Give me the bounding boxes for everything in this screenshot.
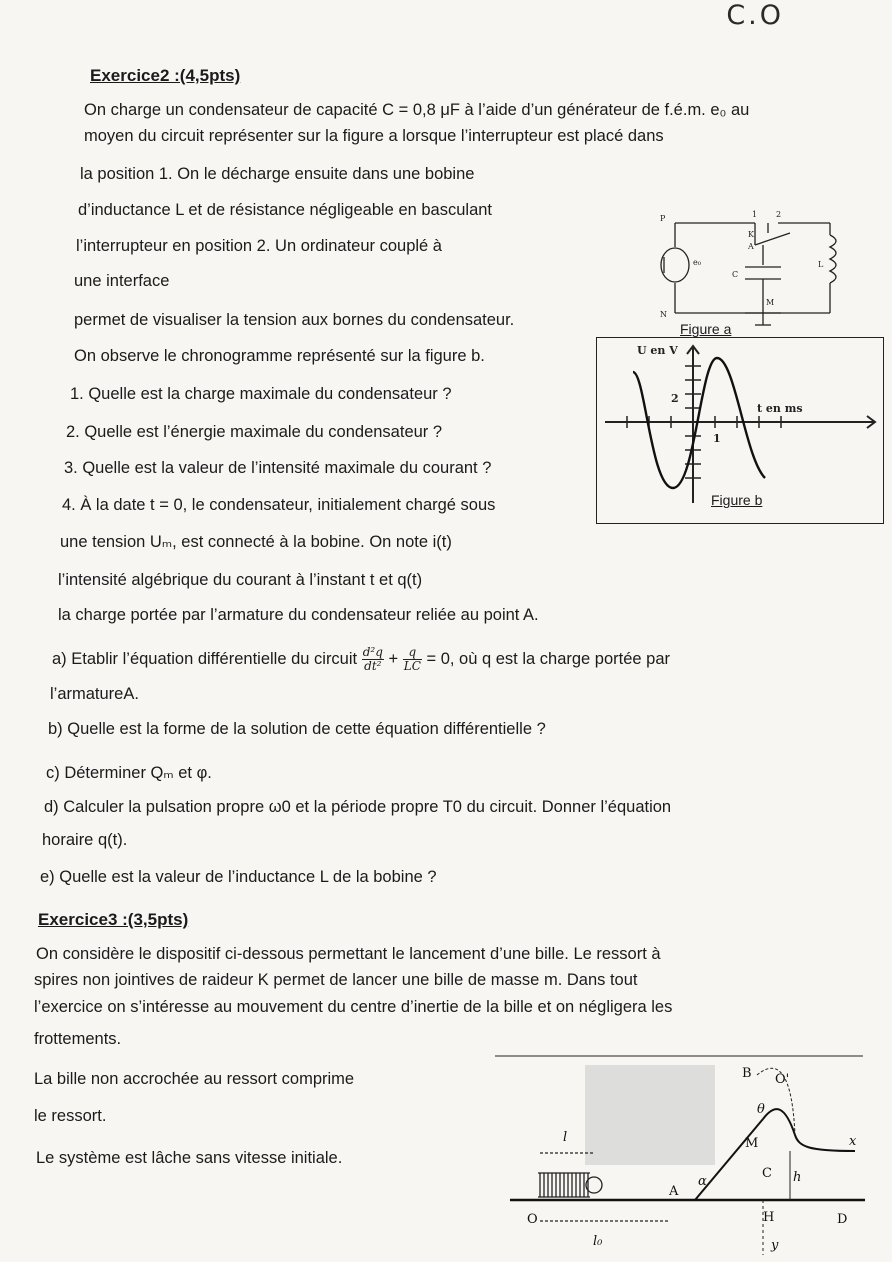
label-o-prime: O' (775, 1072, 790, 1087)
y-tick-label: 2 (671, 392, 679, 405)
fraction-q-lc (403, 646, 422, 673)
label-l: L (818, 260, 824, 269)
fraction-numerator: q (403, 646, 422, 660)
label-a: A (669, 1184, 679, 1199)
ex2-line-8: On observe le chronogramme représenté sur la figure b. (74, 347, 485, 365)
ex2-line-7: permet de visualiser la tension aux bornes du condensateur. (74, 311, 515, 329)
question-e: e) Quelle est la valeur de l’inductance L de la bobine ? (40, 868, 437, 886)
question-a-text: a) Etablir l’équation différentielle du circuit (52, 649, 358, 668)
label-p: P (660, 214, 666, 223)
background-texture (585, 1065, 715, 1165)
x-tick-label: 1 (713, 432, 721, 445)
question-4: 4. À la date t = 0, le condensateur, initialement chargé sous (62, 496, 496, 514)
fraction-denominator: dt² (364, 659, 382, 673)
ex2-line-3: la position 1. On le décharge ensuite dans une bobine (80, 165, 475, 183)
label-k: K (748, 230, 754, 239)
ex2-line-14: l’intensité algébrique du courant à l’instant t et q(t) (58, 571, 423, 589)
question-a (52, 646, 670, 673)
question-1: 1. Quelle est la charge maximale du condensateur ? (70, 385, 452, 403)
ex3-line-3: l’exercice on s’intéresse au mouvement du centre d’inertie de la bille et on négligera les (34, 998, 673, 1016)
label-o: O (527, 1212, 538, 1227)
label-pos2: 2 (776, 210, 782, 219)
label-m: M (766, 298, 775, 307)
label-alpha: α (698, 1174, 707, 1189)
ex2-line-6: une interface (74, 272, 170, 290)
figure-a-circuit (640, 205, 855, 335)
corner-mark: C.O (726, 0, 784, 31)
label-c: C (732, 270, 739, 279)
question-b: b) Quelle est la forme de la solution de cette équation différentielle ? (48, 720, 546, 738)
question-d: d) Calculer la pulsation propre ω0 et la période propre T0 du circuit. Donner l’équation (44, 798, 672, 816)
question-c: c) Déterminer Qₘ et φ. (46, 764, 212, 782)
ex3-line-5: La bille non accrochée au ressort comprime (34, 1070, 355, 1088)
ex3-line-2: spires non jointives de raideur K permet de lancer une bille de masse m. Dans tout (34, 971, 638, 989)
label-x: x (849, 1134, 857, 1149)
label-l0: l₀ (593, 1234, 603, 1249)
label-a: A (748, 242, 754, 251)
label-h: h (793, 1170, 802, 1185)
ex2-line-15: la charge portée par l’armature du condensateur reliée au point A. (58, 606, 539, 624)
label-c: C (762, 1166, 772, 1181)
fraction-numerator: d²q (362, 645, 383, 659)
exercise2-title: Exercice2 :(4,5pts) (90, 66, 241, 85)
y-axis-label: U en V (637, 344, 678, 357)
exercise3-title: Exercice3 :(3,5pts) (38, 910, 189, 929)
figure-a-caption: Figure a (680, 321, 732, 337)
ex3-line-4: frottements. (34, 1030, 122, 1048)
figure-b-caption: Figure b (711, 492, 763, 508)
question-a-line2: l’armatureA. (50, 685, 139, 703)
label-l: l (563, 1130, 568, 1145)
label-d: D (837, 1212, 848, 1227)
x-axis-label: t en ms (757, 402, 803, 415)
ex2-line-4: d’inductance L et de résistance négligeable en basculant (78, 201, 493, 219)
ex2-line-5: l’interrupteur en position 2. Un ordinateur couplé à (76, 237, 442, 255)
question-a-text-end: = 0, où q est la charge portée par (426, 649, 671, 668)
label-m: M (745, 1136, 759, 1151)
ex3-line-1: On considère le dispositif ci-dessous permettant le lancement d’une bille. Le ressort à (36, 945, 661, 963)
label-theta: θ (757, 1102, 765, 1117)
fraction-d2q-dt2 (362, 646, 384, 673)
label-y: y (771, 1238, 779, 1253)
fraction-denominator: LC (403, 659, 421, 673)
launcher-figure (495, 1055, 865, 1260)
label-h-point: H (763, 1210, 775, 1225)
ex2-line-13: une tension Uₘ, est connecté à la bobine. On note i(t) (60, 533, 452, 551)
plus-sign: + (388, 649, 399, 668)
label-pos1: 1 (752, 210, 758, 219)
question-2: 2. Quelle est l’énergie maximale du condensateur ? (66, 423, 443, 441)
label-n: N (660, 310, 667, 319)
ex2-line-1: On charge un condensateur de capacité C = 0,8 μF à l’aide d’un générateur de f.é.m. e₀ au (84, 101, 750, 119)
ex3-line-6: le ressort. (34, 1107, 107, 1125)
label-b: B (742, 1066, 752, 1081)
question-3: 3. Quelle est la valeur de l’intensité maximale du courant ? (64, 459, 492, 477)
label-e0: e₀ (693, 258, 701, 267)
question-d-line2: horaire q(t). (42, 831, 128, 849)
ex3-line-7: Le système est lâche sans vitesse initiale. (36, 1149, 343, 1167)
ex2-line-2: moyen du circuit représenter sur la figure a lorsque l’interrupteur est placé dans (84, 127, 664, 145)
